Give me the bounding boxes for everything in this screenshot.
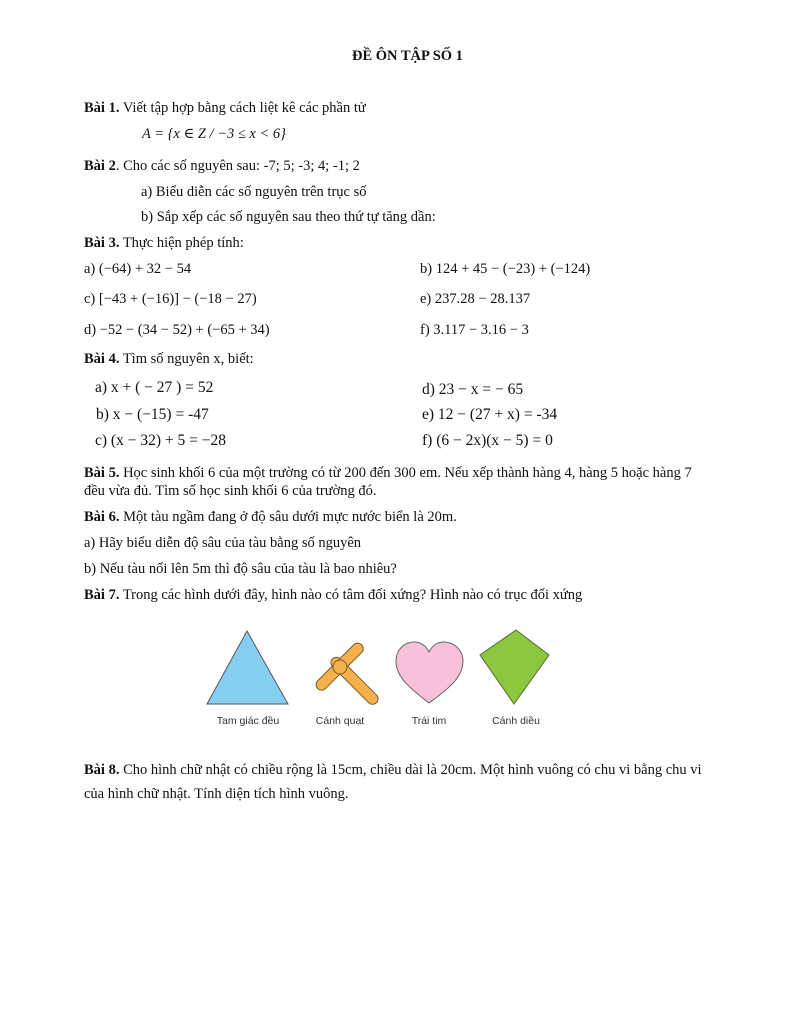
exercise-6-part-b: b) Nếu tàu nổi lên 5m thì độ sâu của tàu là bao nhiêu?: [84, 561, 397, 577]
exercise-6-part-a: a) Hãy biểu diễn độ sâu của tàu bằng số nguyên: [84, 535, 362, 551]
exercise-1-set: A = {x ∈ Z / −3 ≤ x < 6}: [142, 126, 286, 142]
page-title: ĐỀ ÔN TẬP SỐ 1: [352, 48, 463, 64]
exercise-4-heading: [84, 351, 254, 368]
exercise-8-text: Cho hình chữ nhật có chiều rộng là 15cm, chiều dài là 20cm. Một hình vuông có chu vi bằng chu vi: [119, 762, 702, 778]
exercise-3-a: a) (−64) + 32 − 54: [84, 261, 192, 277]
exercise-1-text: Viết tập hợp bằng cách liệt kê các phần tử: [119, 100, 366, 116]
exercise-4-a: a) x + ( − 27 ) = 52: [95, 379, 214, 396]
exercise-7-heading: [84, 587, 582, 604]
exercise-8-line-1: [84, 762, 702, 779]
exercise-2-heading: [84, 158, 360, 175]
exercise-2-label: Bài 2: [84, 158, 116, 174]
exercise-3-c: c) [−43 + (−16)] − (−18 − 27): [84, 291, 257, 307]
exercise-2-part-a: a) Biểu diễn các số nguyên trên trục số: [141, 184, 367, 200]
shapes-svg: [200, 625, 560, 707]
exercise-4-b: b) x − (−15) = -47: [96, 406, 209, 423]
exercise-3-d: d) −52 − (34 − 52) + (−65 + 34): [84, 322, 270, 338]
heart-shape: [396, 642, 463, 703]
exercise-6-text: Một tàu ngầm đang ở độ sâu dưới mực nước biển là 20m.: [119, 509, 457, 525]
caption-triangle: Tam giác đều: [216, 715, 280, 727]
exercise-5-text: Học sinh khối 6 của một trường có từ 200 đến 300 em. Nếu xếp thành hàng 4, hàng 5 hoặc hàng 7: [119, 465, 692, 481]
exercise-4-f: f) (6 − 2x)(x − 5) = 0: [422, 432, 553, 449]
exercise-2-part-b: b) Sắp xếp các số nguyên sau theo thứ tự tăng dần:: [141, 209, 436, 225]
exercise-2-text: . Cho các số nguyên sau: -7; 5; -3; 4; -1; 2: [115, 158, 360, 174]
exercise-1-heading: [84, 100, 366, 117]
exercise-7-text: Trong các hình dưới đây, hình nào có tâm đối xứng? Hình nào có trục đối xứng: [119, 587, 583, 603]
exercise-3-e: e) 237.28 − 28.137: [420, 291, 531, 307]
exercise-1-label: Bài 1.: [84, 100, 120, 116]
exercise-3-b: b) 124 + 45 − (−23) + (−124): [420, 261, 591, 277]
fan-hub: [333, 660, 347, 674]
exercise-6-heading: [84, 509, 457, 526]
exercise-4-c: c) (x − 32) + 5 = −28: [95, 432, 226, 449]
exercise-4-e: e) 12 − (27 + x) = -34: [422, 406, 558, 423]
exercise-8-label: Bài 8.: [84, 762, 120, 778]
exercise-4-text: Tìm số nguyên x, biết:: [119, 351, 254, 367]
exercise-3-label: Bài 3.: [84, 235, 120, 251]
exercise-3-heading: [84, 235, 244, 252]
exercise-8-line-2: của hình chữ nhật. Tính diện tích hình vuông.: [84, 786, 349, 802]
triangle-shape: [207, 631, 288, 704]
exercise-4-d: d) 23 − x = − 65: [422, 381, 524, 398]
exercise-5-line-2: đều vừa đủ. Tìm số học sinh khối 6 của trường đó.: [84, 483, 377, 499]
caption-heart: Trái tim: [411, 715, 447, 727]
shapes-figure: [200, 625, 560, 730]
caption-kite: Cánh diều: [492, 715, 540, 727]
exercise-7-label: Bài 7.: [84, 587, 120, 603]
caption-fan: Cánh quạt: [315, 715, 365, 727]
exercise-6-label: Bài 6.: [84, 509, 120, 525]
kite-shape: [480, 630, 549, 704]
fan-shape: [314, 641, 380, 707]
exercise-4-label: Bài 4.: [84, 351, 120, 367]
exercise-3-text: Thực hiện phép tính:: [119, 235, 244, 251]
exercise-5-line-1: [84, 465, 692, 482]
exercise-5-label: Bài 5.: [84, 465, 120, 481]
exercise-3-f: f) 3.117 − 3.16 − 3: [420, 322, 529, 338]
